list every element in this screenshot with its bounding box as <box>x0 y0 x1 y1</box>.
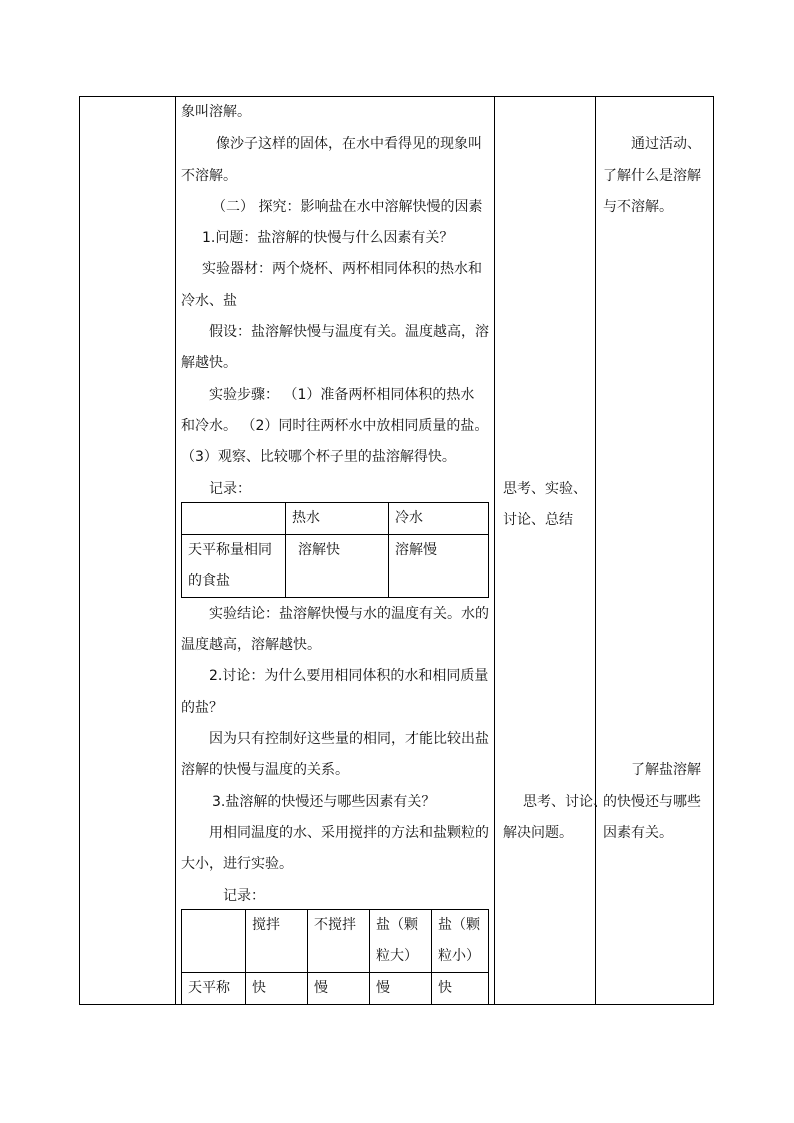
activity-line: 思考、实验、 <box>503 481 587 497</box>
row-label-line: 的食盐 <box>188 573 230 589</box>
text-line: 实验器材：两个烧杯、两杯相同体积的热水和 <box>202 261 482 277</box>
section-heading: （二） 探究：影响盐在水中溶解快慢的因素 <box>212 199 483 215</box>
question-heading: 1.问题：盐溶解的快慢与什么因素有关？ <box>202 230 454 246</box>
row-label-line: 天平称量相同 <box>188 542 272 558</box>
table-row <box>182 503 489 535</box>
column-divider-1 <box>175 97 176 1004</box>
question-heading: 2.讨论：为什么要用相同体积的水和相同质量 <box>209 668 489 684</box>
table-header-cell: 热水 <box>286 503 389 535</box>
text-line: 冷水、盐 <box>181 293 237 309</box>
record-table-temperature <box>181 502 489 598</box>
column-divider-2 <box>494 97 495 1004</box>
table-cell: 慢 <box>308 973 370 1005</box>
table-cell: 快 <box>246 973 308 1005</box>
activity-line: 思考、讨论、 <box>523 794 607 810</box>
text-line: 实验步骤： （1）准备两杯相同体积的热水 <box>209 387 475 403</box>
text-line: （3）观察、比较哪个杯子里的盐溶解得快。 <box>181 449 456 465</box>
table-cell: 慢 <box>370 973 432 1005</box>
text-line: 解越快。 <box>181 355 237 371</box>
intent-line: 因素有关。 <box>603 825 673 841</box>
table-row-label <box>182 535 286 598</box>
table-header-cell <box>370 910 432 973</box>
record-label: 记录： <box>223 888 265 904</box>
record-label: 记录： <box>209 481 251 497</box>
header-line: 盐（颗 <box>438 917 480 933</box>
header-line: 粒小） <box>438 948 480 964</box>
table-header-cell: 搅拌 <box>246 910 308 973</box>
text-line: 因为只有控制好这些量的相同，才能比较出盐 <box>209 731 489 747</box>
intent-line: 通过活动、 <box>631 136 701 152</box>
text-line: 象叫溶解。 <box>181 104 251 120</box>
header-line: 粒大） <box>376 948 418 964</box>
intent-line: 了解什么是溶解 <box>603 168 701 184</box>
activity-line: 解决问题。 <box>503 825 573 841</box>
text-line: 溶解的快慢与温度的关系。 <box>181 762 349 778</box>
table-row <box>182 973 489 1005</box>
column-divider-3 <box>595 97 596 1004</box>
table-header-cell: 冷水 <box>389 503 489 535</box>
table-header-cell <box>182 910 246 973</box>
table-cell: 溶解快 <box>286 535 389 598</box>
text-line: 像沙子这样的固体，在水中看得见的现象叫 <box>216 136 482 152</box>
table-cell: 溶解慢 <box>389 535 489 598</box>
text-line: 大小，进行实验。 <box>181 856 293 872</box>
text-line: 假设：盐溶解快慢与温度有关。温度越高，溶 <box>209 324 489 340</box>
table-row <box>182 535 489 598</box>
table-cell: 快 <box>432 973 489 1005</box>
table-header-cell <box>182 503 286 535</box>
text-line: 的盐？ <box>181 700 223 716</box>
table-header-cell: 不搅拌 <box>308 910 370 973</box>
intent-line: 的快慢还与哪些 <box>603 794 701 810</box>
intent-line: 与不溶解。 <box>603 199 673 215</box>
record-table-factors <box>181 909 489 1005</box>
table-row-label: 天平称 <box>182 973 246 1005</box>
text-line: 不溶解。 <box>181 168 237 184</box>
activity-line: 讨论、总结 <box>503 512 573 528</box>
text-line: 和冷水。 （2）同时往两杯水中放相同质量的盐。 <box>181 418 489 434</box>
intent-line: 了解盐溶解 <box>631 762 701 778</box>
text-line: 温度越高，溶解越快。 <box>181 637 321 653</box>
table-row <box>182 910 489 973</box>
table-header-cell <box>432 910 489 973</box>
question-heading: 3.盐溶解的快慢还与哪些因素有关？ <box>212 794 436 810</box>
text-line: 用相同温度的水、采用搅拌的方法和盐颗粒的 <box>209 825 489 841</box>
header-line: 盐（颗 <box>376 917 418 933</box>
text-line: 实验结论：盐溶解快慢与水的温度有关。水的 <box>209 606 489 622</box>
